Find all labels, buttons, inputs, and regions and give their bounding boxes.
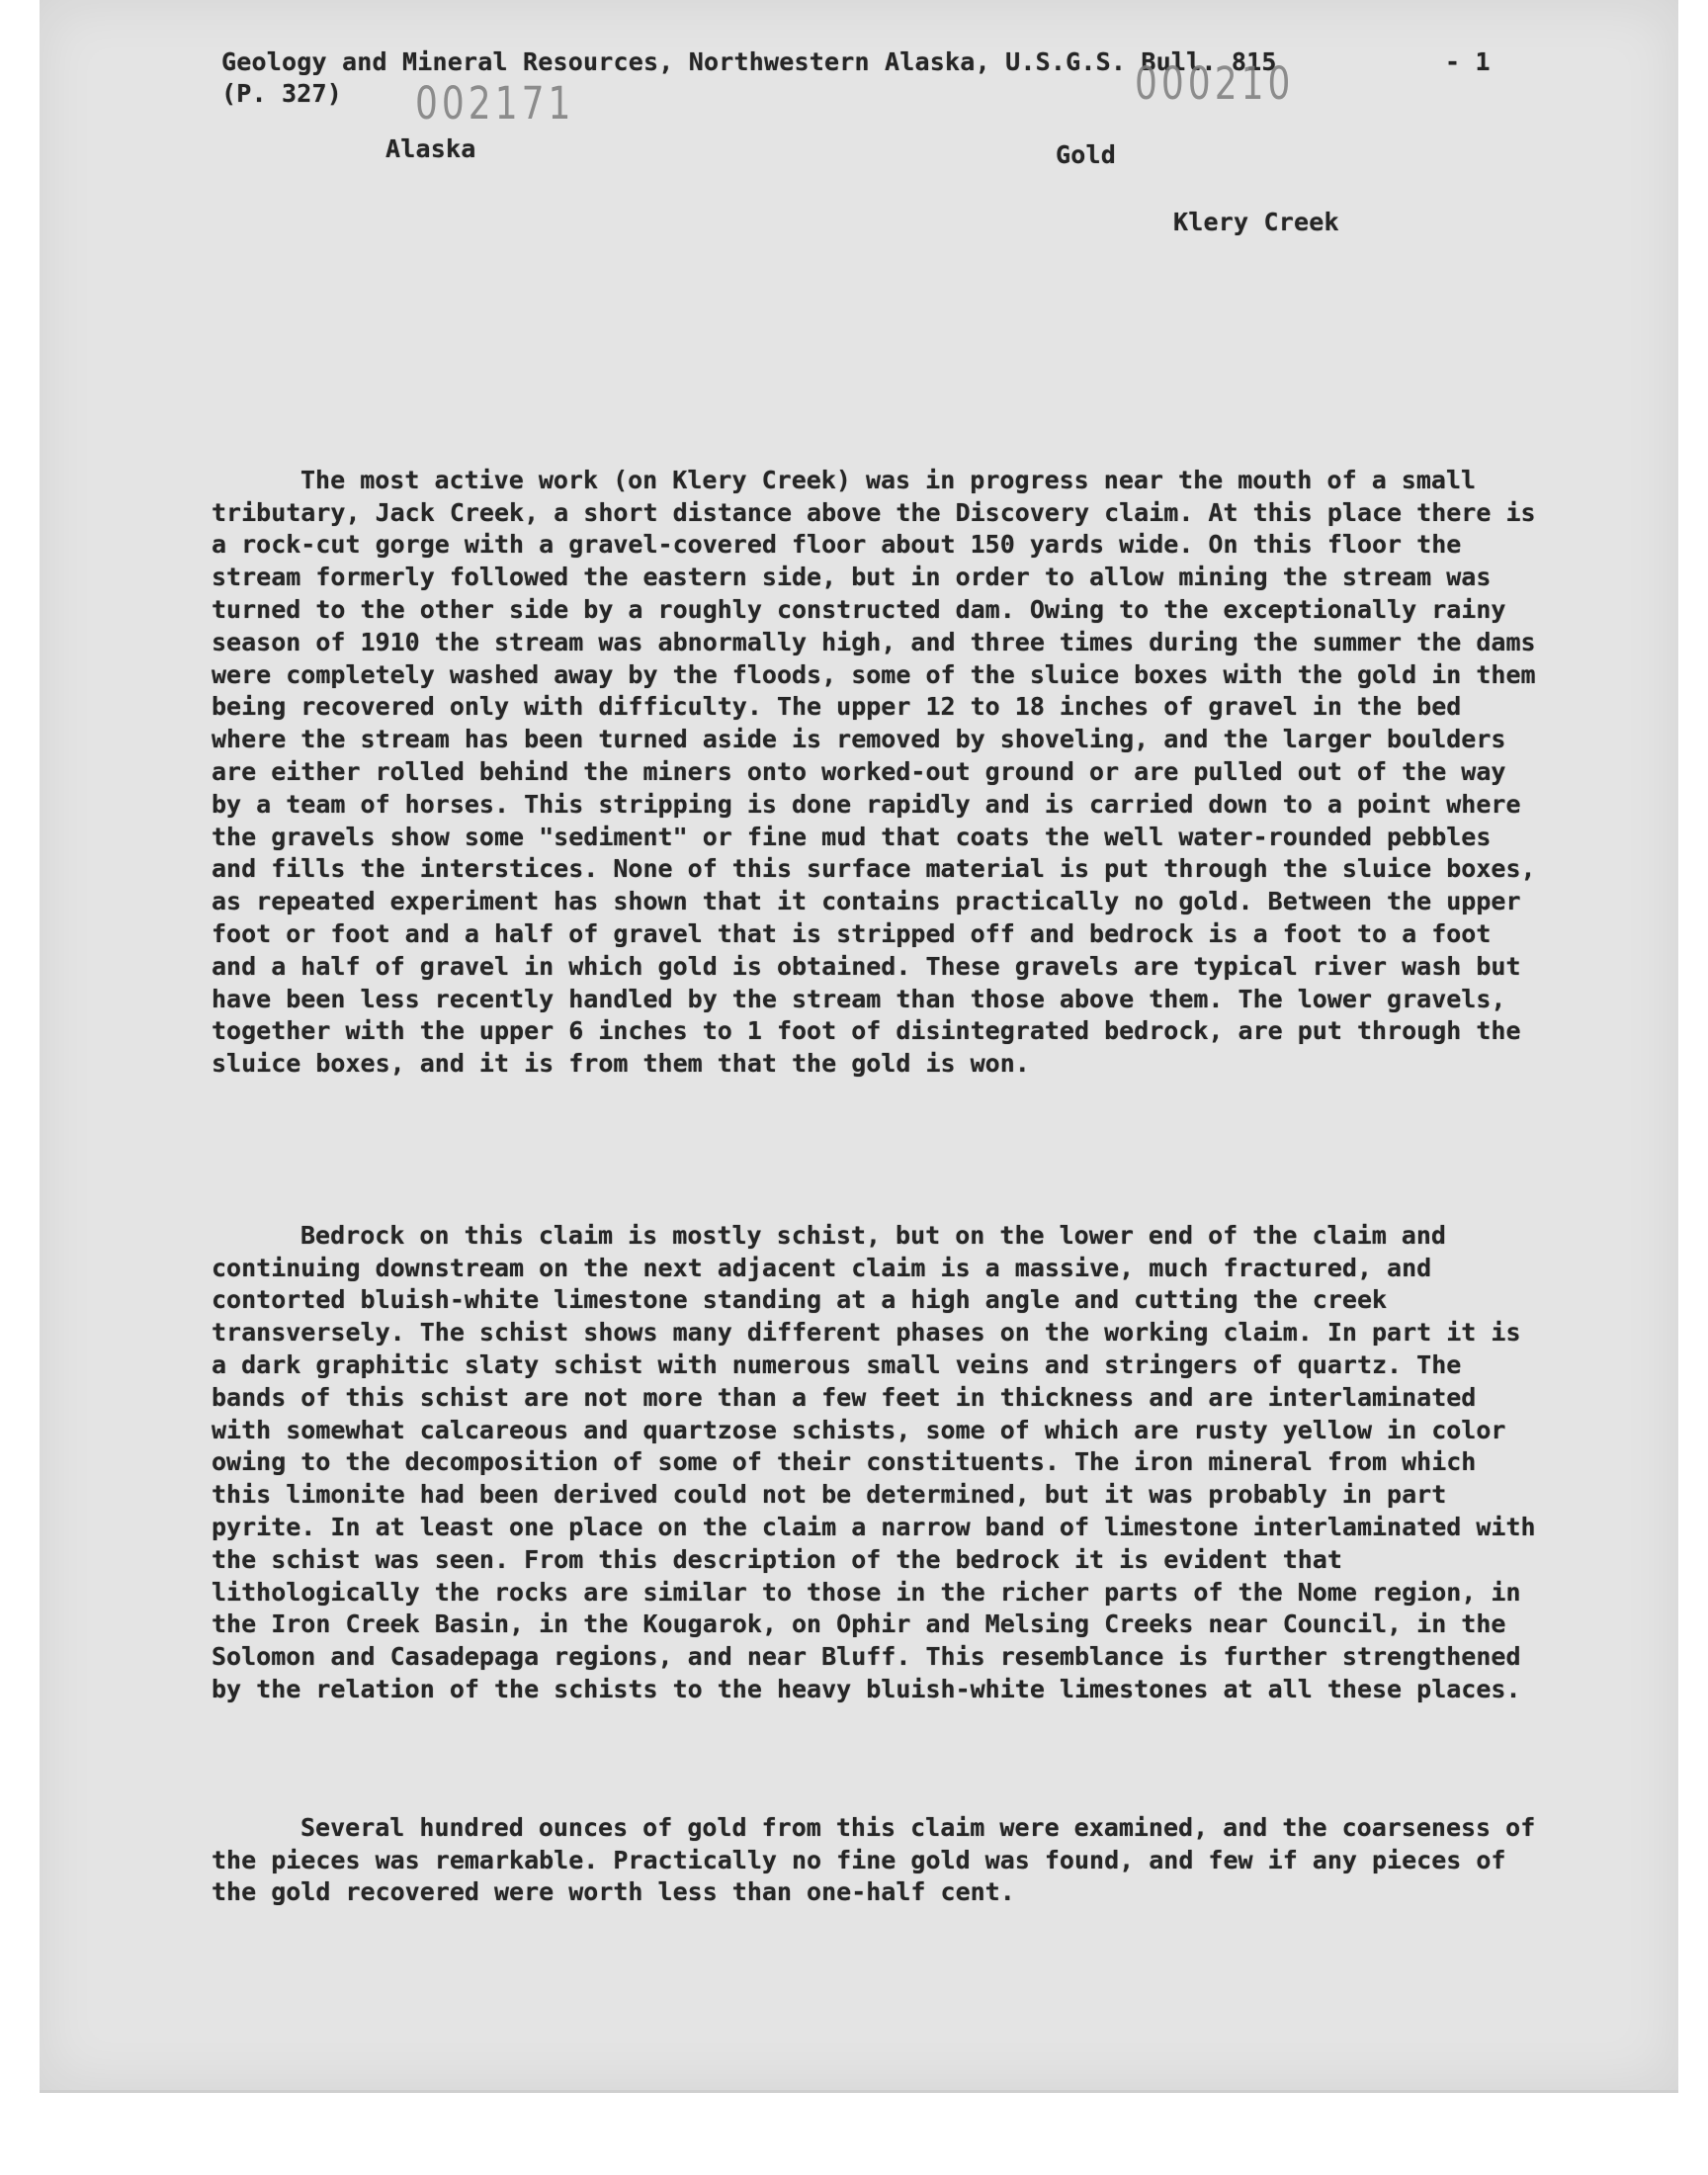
archive-stamp-right: 000210 — [1135, 59, 1295, 111]
paragraph-1 — [212, 432, 1536, 1113]
paragraph-2-text: Bedrock on this claim is mostly schist, but on the lower end of the claim and continuing downstream on the next adjacent claim is a massive, much fractured, and contorted bluish-white limestone standing at a high angle and cutting the creek transversely. The schist shows many different phases on the working claim. In part it is a dark graphitic slaty schist with numerous small veins and stringers of quartz. The bands of this schist are not more than a few feet in thickness and are interlaminated with somewhat calcareous and quartzose schists, some of which are rusty yellow in color owing to the decomposition of some of their constituents. The iron mineral from which this limonite had been derived could not be determined, but it was probably in part pyrite. In at least one place on the claim a narrow band of limestone interlaminated with the schist was seen. From this description of the bedrock it is evident that lithologically the rocks are similar to those in the richer parts of the Nome region, in the Iron Creek Basin, in the Kougarok, on Ophir and Melsing Creeks near Council, in the Solomon and Casadepaga regions, and near Bluff. This resemblance is further strengthened by the relation of the schists to the heavy bluish-white limestones at all these places. — [212, 1220, 1536, 1703]
region-label: Alaska — [385, 134, 476, 163]
page-reference: (P. 327) — [221, 79, 343, 108]
paragraph-3 — [212, 1780, 1536, 1942]
paragraph-3-text: Several hundred ounces of gold from this claim were examined, and the coarseness of the pieces was remarkable. Practically no fine gold was found, and few if any pieces of the gold recovered were worth less than one-half cent. — [212, 1812, 1536, 1907]
archive-stamp-left: 002171 — [415, 79, 575, 130]
paragraph-1-text: The most active work (on Klery Creek) was in progress near the mouth of a small tributary, Jack Creek, a short distance above the Discovery claim. At this place there is a rock-cut gorge with a gravel-covered floor about 150 yards wide. On this floor the stream formerly followed the eastern side, but in order to allow mining the stream was turned to the other side by a roughly constructed dam. Owing to the exceptionally rainy season of 1910 the stream was abnormally high, and three times during the summer the dams were completely washed away by the floods, some of the sluice boxes with the gold in them being recovered only with difficulty. The upper 12 to 18 inches of gravel in the bed where the stream has been turned aside is removed by shoveling, and the larger boulders are either rolled behind the miners onto worked-out ground or are pulled out of the way by a team of horses. This stripping is done rapidly and is carried down to a point where the gravels show some "sediment" or fine mud that coats the well water-rounded pebbles and fills the interstices. None of this surface material is put through the sluice boxes, as repeated experiment has shown that it contains practically no gold. Between the upper foot or foot and a half of gravel that is stripped off and bedrock is a foot to a foot and a half of gravel in which gold is obtained. These gravels are typical river wash but have been less recently handled by the stream than those above them. The lower gravels, together with the upper 6 inches to 1 foot of disintegrated bedrock, are put through the sluice boxes, and it is from them that the gold is won. — [212, 465, 1536, 1079]
locality-label: Klery Creek — [1173, 208, 1339, 236]
page-number: - 1 — [1445, 47, 1491, 76]
commodity-label: Gold — [1056, 140, 1117, 169]
citation-header: Geology and Mineral Resources, Northwestern Alaska, U.S.G.S. Bull. 815 — [221, 47, 1277, 76]
paragraph-2 — [212, 1187, 1536, 1739]
